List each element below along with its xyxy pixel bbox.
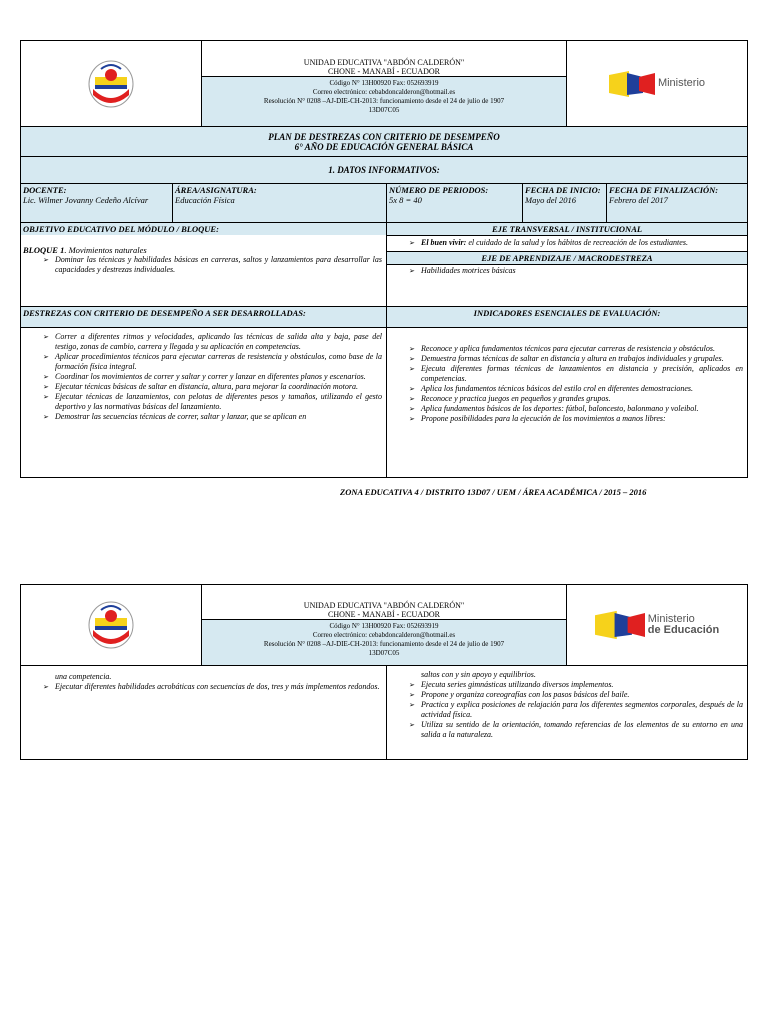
right-continuation: saltos con y sin apoyo y equilibrios. (421, 670, 536, 679)
periodos-label: NÚMERO DE PERIODOS: (389, 185, 489, 195)
fin-label: FECHA DE FINALIZACIÓN: (609, 185, 719, 195)
ejes-cell (387, 223, 747, 306)
list-item: ➢ Habilidades motrices básicas (387, 266, 743, 276)
fin-cell (607, 184, 747, 222)
list-item: ➢ Propone posibilidades para la ejecución de los movimientos a manos libres: (387, 414, 743, 424)
periodos-cell (387, 184, 523, 222)
list-item: ➢ Ejecutar técnicas de lanzamientos, con pelotas de diferentes pesos y tamaños, utilizando el gesto deportivo y las normativas básicas del lanzamiento. (21, 392, 382, 412)
eje-transversal-list (387, 236, 747, 248)
list-item: ➢ Aplicar procedimientos técnicos para ejecutar carreras de resistencia y obstáculos, como base de la formación física integral. (21, 352, 382, 372)
info-row (21, 184, 747, 223)
list-item: ➢ Coordinar los movimientos de correr y saltar y correr y lanzar en diferentes planos y escenarios. (21, 372, 382, 382)
bloque-label: BLOQUE 1 (23, 245, 65, 255)
right-list (387, 680, 747, 740)
list-item: ➢ Ejecutar técnicas básicas de saltar en distancia, altura, para mejorar la coordinación motora. (21, 382, 382, 392)
area-label: ÁREA/ASIGNATURA: (175, 185, 257, 195)
school-email: Correo electrónico: cebabdoncalderon@hotmail.es (312, 631, 456, 639)
list-item (387, 238, 743, 248)
school-crest-icon (87, 59, 135, 109)
periodos-value: 5x 8 = 40 (389, 195, 422, 205)
plan-title (21, 127, 747, 157)
district-code: 13D07C05 (368, 649, 400, 657)
indicadores-list (387, 344, 747, 424)
objective-row (21, 223, 747, 307)
ministry-logo (567, 585, 747, 665)
list-item: ➢ Ejecutar diferentes habilidades acrobáticas con secuencias de dos, tres y más implementos redondos. (21, 682, 382, 692)
school-email: Correo electrónico: cebabdoncalderon@hotmail.es (312, 88, 456, 96)
list-item: ➢ Ejecuta diferentes formas técnicas de lanzamientos en distancia y precisión, aplicados en competencias. (387, 364, 743, 384)
docente-label: DOCENTE: (23, 185, 67, 195)
list-item: ➢ Demuestra formas técnicas de saltar en distancia y altura en trabajos individuales y grupales. (387, 354, 743, 364)
ministry-flag-icon (609, 71, 655, 97)
school-location: CHONE - MANABÍ - ECUADOR (328, 67, 440, 76)
list-item: ➢ Utiliza su sentido de la orientación, tomando referencias de los elementos de su entorno en una salida a la naturaleza. (387, 720, 743, 740)
school-info (202, 585, 567, 665)
destrezas-cell (21, 328, 387, 478)
objective-list (21, 255, 386, 275)
school-logo (21, 41, 202, 126)
inicio-label: FECHA DE INICIO: (525, 185, 601, 195)
list-item: ➢ Ejecuta series gimnásticas utilizando diversos implementos. (387, 680, 743, 690)
school-info (202, 41, 567, 126)
eje-transversal-label: EJE TRANSVERSAL / INSTITUCIONAL (387, 223, 747, 236)
list-item: ➢ Practica y explica posiciones de relajación para los diferentes segmentos corporales, después de la actividad física. (387, 700, 743, 720)
school-name: UNIDAD EDUCATIVA "ABDÓN CALDERÓN" (303, 601, 465, 610)
ministry-name: Ministerio (647, 613, 695, 625)
school-resolution: Resolución N° 0208 –AJ-DIE-CH-2013: funcionamiento desde el 24 de julio de 1907 (263, 97, 505, 105)
school-name: UNIDAD EDUCATIVA "ABDÓN CALDERÓN" (303, 58, 465, 67)
page-2 (20, 584, 748, 760)
left-list (21, 682, 386, 692)
docente-value: Lic. Wilmer Jovanny Cedeño Alcívar (23, 195, 149, 205)
continuation-right (387, 666, 747, 760)
school-code: Código N° 13H00920 Fax: 052693919 (329, 79, 439, 87)
bloque-value: . Movimientos naturales (64, 245, 147, 255)
bloque-line (21, 235, 386, 255)
ministry-edu: de Educación (647, 624, 720, 636)
list-item: ➢ Aplica los fundamentos técnicos básicos del estilo crol en diferentes demostraciones. (387, 384, 743, 394)
list-item: ➢ Correr a diferentes ritmos y velocidades, aplicando las técnicas de salida alta y baja, pase del testigo, zonas de cambio, carrera y llegada y su aplicación en competencias. (21, 332, 382, 352)
docente-cell (21, 184, 173, 222)
list-item: ➢ Demostrar las secuencias técnicas de correr, saltar y lanzar, que se aplican en (21, 412, 382, 422)
indicadores-label: INDICADORES ESENCIALES DE EVALUACIÓN: (473, 308, 661, 318)
objective-label: OBJETIVO EDUCATIVO DEL MÓDULO / BLOQUE: (21, 223, 386, 235)
school-logo (21, 585, 202, 665)
section-datos: 1. DATOS INFORMATIVOS: (21, 157, 747, 184)
destrezas-list (21, 332, 386, 422)
plan-title-line2: 6° AÑO DE EDUCACIÓN GENERAL BÁSICA (294, 142, 474, 152)
continuation-row (21, 666, 747, 760)
fin-value: Febrero del 2017 (609, 195, 668, 205)
list-item: ➢ Aplica fundamentos básicos de los deportes: fútbol, baloncesto, balonmano y voleibol. (387, 404, 743, 414)
objective-cell (21, 223, 387, 306)
destrezas-label: DESTREZAS CON CRITERIO DE DESEMPEÑO A SER DESARROLLADAS: (21, 307, 387, 327)
list-item: ➢ Dominar las técnicas y habilidades básicas en carreras, saltos y lanzamientos para desarrollar las capacidades y destrezas individuales. (21, 255, 382, 275)
page-header (21, 41, 747, 127)
page-footer: ZONA EDUCATIVA 4 / DISTRITO 13D07 / UEM / ÁREA ACADÉMICA / 2015 – 2016 (340, 487, 647, 497)
district-code: 13D07C05 (368, 106, 400, 114)
ministry-flag-icon (595, 610, 645, 640)
destrezas-row (21, 328, 747, 478)
page-header-2 (21, 585, 747, 666)
indicadores-cell (387, 328, 747, 478)
inicio-value: Mayo del 2016 (525, 195, 576, 205)
page-1 (20, 40, 748, 478)
school-resolution: Resolución N° 0208 –AJ-DIE-CH-2013: funcionamiento desde el 24 de julio de 1907 (263, 640, 505, 648)
left-continuation: una competencia. (55, 672, 112, 681)
eje-aprendizaje-list (387, 265, 747, 276)
school-code: Código N° 13H00920 Fax: 052693919 (329, 622, 439, 630)
school-location: CHONE - MANABÍ - ECUADOR (328, 610, 440, 619)
ministry-logo (567, 41, 747, 126)
school-crest-icon (87, 600, 135, 650)
list-item: ➢ Propone y organiza coreografías con los pasos básicos del baile. (387, 690, 743, 700)
area-cell (173, 184, 387, 222)
area-value: Educación Física (175, 195, 235, 205)
eje-aprendizaje-label: EJE DE APRENDIZAJE / MACRODESTREZA (387, 251, 747, 265)
ministry-name: Ministerio (657, 77, 706, 89)
eje-bold: El buen vivir: (421, 238, 467, 247)
inicio-cell (523, 184, 607, 222)
plan-title-line1: PLAN DE DESTREZAS CON CRITERIO DE DESEMPEÑO (268, 132, 500, 142)
eje-text: el cuidado de la salud y los hábitos de recreación de los estudiantes. (466, 238, 688, 247)
list-item: ➢ Reconoce y aplica fundamentos técnicos para ejecutar carreras de resistencia y obstáculos. (387, 344, 743, 354)
destrezas-header-row (21, 307, 747, 328)
continuation-left (21, 666, 387, 760)
list-item: ➢ Reconoce y practica juegos en pequeños y grandes grupos. (387, 394, 743, 404)
